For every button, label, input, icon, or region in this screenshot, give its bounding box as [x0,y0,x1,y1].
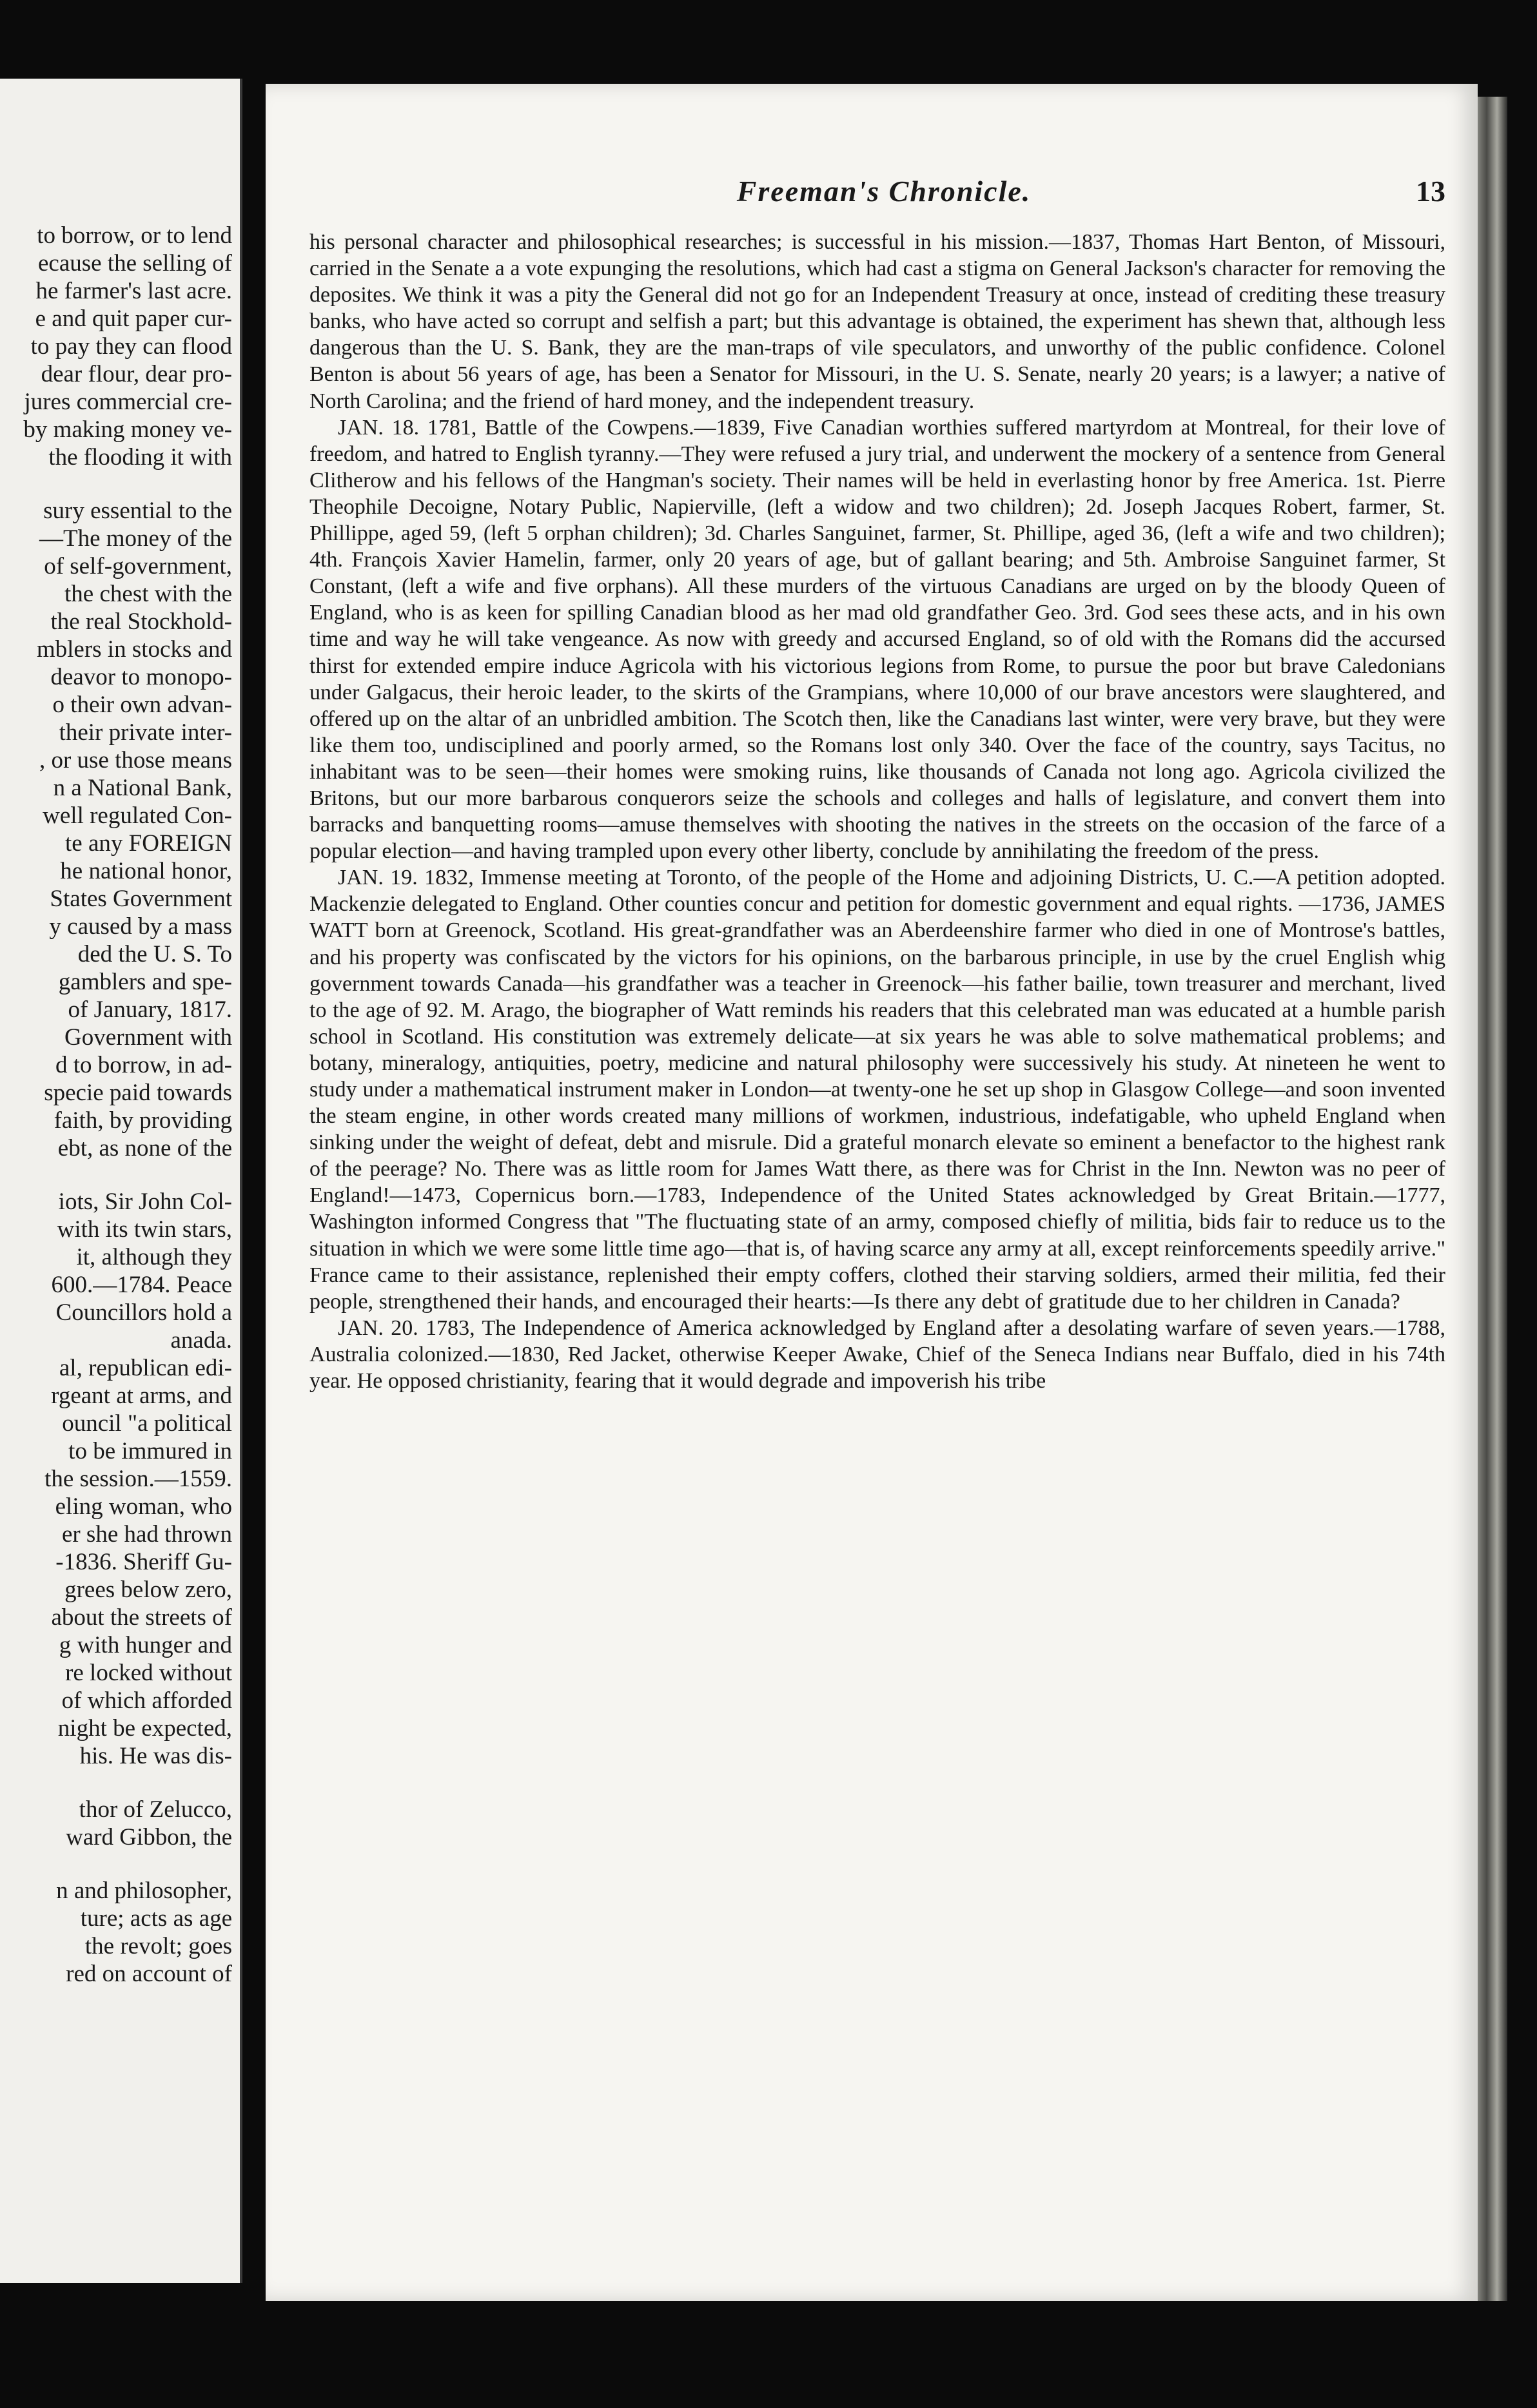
facing-page-line: Government with [64,1024,232,1051]
facing-page-line: dear flour, dear pro- [41,361,232,387]
facing-page-line: -1836. Sheriff Gu- [55,1549,232,1575]
facing-page-line [0,471,232,497]
paragraph-jan-19: JAN. 19. 1832, Immense meeting at Toronto, of the people of the Home and adjoining Districts, U. C.—A petition adopted. Mackenzie delegated to England. Other counties concur and petition for domestic government and equal rights. —1736, JAMES WATT born at Greenock, Scotland. His great-grandfather was an Aberdeenshire farmer who died in one of Montrose's battles, and his property was confiscated by the victors for his opinions, on the barbarous principle, in use by the cruel English whig government towards Canada—his grandfather was a teacher in Greenock—his father bailie, town treasurer and merchant, lived to the age of 92. M. Arago, the biographer of Watt reminds his readers that this celebrated man was educated at a humble parish school in Scotland. His constitution was extremely delicate—at six years he was able to solve mathematical problems; and botany, mineralogy, antiquities, poetry, medicine and natural philosophy were successively his study. At nineteen he went to study under a mathematical instrument maker in London—at twenty-one he set up shop in Glasgow College—and soon invented the steam engine, in other words created many millions of workmen, industrious, indefatigable, who upheld England when sinking under the weight of defeat, debt and misrule. Did a grateful monarch elevate so eminent a benefactor to the highest rank of the peerage? No. There was as little room for James Watt there, as there was for Christ in the Inn. Newton was no peer of England!—1473, Copernicus born.—1783, Independence of the United States acknowledged by Great Britain.—1777, Washington informed Congress that "The fluctuating state of an army, composed chiefly of militia, bids fair to reduce us to the situation in which we were some little time ago—that is, of having scarce any army at all, except reinforcements speedily arrive." France came to their assistance, replenished their empty coffers, clothed their starving soldiers, armed their militia, fed their people, strengthened their hands, and encouraged their hearts:—Is there any debt of gratitude due to her children in Canada? [309,866,1445,1314]
facing-page-line [0,1851,232,1877]
facing-page-line: the chest with the [64,581,232,607]
facing-page-line: g with hunger and [59,1632,232,1658]
facing-page-line: er she had thrown [61,1521,232,1548]
facing-page-line: the real Stockhold- [50,608,232,635]
page-edge [1476,97,1507,2301]
facing-page-line: anada. [170,1327,232,1354]
facing-page-line: well regulated Con- [43,802,232,829]
facing-page-line: rgeant at arms, and [51,1383,232,1409]
facing-page-line: eling woman, who [55,1493,232,1520]
facing-page-line: te any FOREIGN [65,830,232,857]
facing-page-line: ded the U. S. To [77,941,232,967]
paragraph-jan-20: JAN. 20. 1783, The Independence of America acknowledged by England after a desolating warfare of seven years.—1788, Australia colonized.—1830, Red Jacket, otherwise Keeper Awake, Chief of the Seneca Indians near Buffalo, died in his 74th year. He opposed christianity, fearing that it would degrade and impoverish his tribe [309,1316,1445,1393]
facing-page-line: n and philosopher, [56,1878,232,1904]
article-body [309,229,1445,1394]
facing-page-text [0,222,232,1988]
facing-page-line: the flooding it with [48,444,232,471]
paragraph-benton: his personal character and philosophical researches; is successful in his mission.—1837, Thomas Hart Benton, of Missouri, carried in the Senate a a vote expunging the resolutions, which had cast a stigma on General Jackson's character for removing the deposites. We think it was a pity the General did not go for an Independent Treasury at once, instead of crediting these treasury banks, who have acted so corrupt and selfish a part; but this advantage is obtained, the experiment has shewn that, although less dangerous than the U. S. Bank, they are the man-traps of vile speculators, and unworthy of the public confidence. Colonel Benton is about 56 years of age, has been a Senator for Missouri, in the U. S. Senate, nearly 20 years; is a lawyer; a native of North Carolina; and the friend of hard money, and the independent treasury. [309,230,1445,413]
facing-page-line: of which afforded [61,1687,232,1714]
facing-page [0,79,242,2283]
book-page [266,84,1478,2301]
facing-page-line: n a National Bank, [53,775,232,801]
facing-page-line: grees below zero, [64,1577,232,1603]
facing-page-line: sury essential to the [43,498,232,524]
facing-page-line: his. He was dis- [79,1743,232,1769]
facing-page-line: e and quit paper cur- [35,306,232,332]
facing-page-line: States Government [50,886,232,912]
facing-page-line: thor of Zelucco, [79,1796,232,1823]
page-number: 13 [1416,175,1445,208]
facing-page-line [0,1770,232,1796]
facing-page-line: ebt, as none of the [57,1135,232,1161]
facing-page-line: y caused by a mass [49,913,232,940]
facing-page-line: o their own advan- [52,692,232,718]
facing-page-line: faith, by providing [54,1107,232,1134]
facing-page-line: about the streets of [51,1604,232,1631]
facing-page-line: iots, Sir John Col- [58,1189,232,1215]
facing-page-line: gamblers and spe- [58,969,232,995]
facing-page-line: night be expected, [57,1715,232,1742]
facing-page-line: the session.—1559. [44,1466,232,1492]
running-title: Freeman's Chronicle. [736,175,1032,208]
facing-page-line: al, republican edi- [59,1355,232,1381]
facing-page-line: , or use those means [39,747,232,773]
facing-page-line: re locked without [65,1660,232,1686]
facing-page-line: d to borrow, in ad- [55,1052,232,1078]
facing-page-line: 600.—1784. Peace [51,1272,232,1298]
facing-page-line: mblers in stocks and [36,636,232,663]
facing-page-line [0,1162,232,1188]
facing-page-line: ouncil "a political [62,1410,232,1437]
facing-page-line: —The money of the [39,525,232,552]
facing-page-line: of January, 1817. [68,996,232,1023]
facing-page-line: he national honor, [60,858,232,884]
facing-page-line: their private inter- [59,719,232,746]
facing-page-line: to borrow, or to lend [37,222,232,249]
facing-page-line: the revolt; goes [84,1933,232,1959]
page-header [322,174,1445,213]
facing-page-line: red on account of [66,1961,232,1987]
facing-page-line: he farmer's last acre. [35,278,232,304]
facing-page-line: jures commercial cre- [24,389,232,415]
facing-page-line: to pay they can flood [30,333,232,360]
facing-page-line: of self-government, [44,553,232,579]
facing-page-line: ture; acts as age [80,1905,232,1932]
facing-page-line: it, although they [76,1244,232,1270]
facing-page-line: ward Gibbon, the [66,1824,232,1850]
facing-page-line: deavor to monopo- [50,664,232,690]
facing-page-line: ecause the selling of [37,250,232,277]
facing-page-line: by making money ve- [23,416,232,443]
paragraph-jan-18: JAN. 18. 1781, Battle of the Cowpens.—1839, Five Canadian worthies suffered martyrdom at Montreal, for their love of freedom, and hatred to English tyranny.—They were refused a jury trial, and underwent the mockery of a sentence from General Clitherow and his fellows of the Hangman's society. Their names will be held in everlasting honor by free America. 1st. Pierre Theophile Decoigne, Notary Public, Napierville, (left a widow and two children); 2d. Joseph Jacques Robert, farmer, St. Phillippe, aged 59, (left 5 orphan children); 3d. Charles Sanguinet, farmer, St. Phillipe, aged 36, (left a wife and two children); 4th. François Xavier Hamelin, farmer, only 20 years of age, but of gallant bearing; and 5th. Ambroise Sanguinet farmer, St Constant, (left a wife and five orphans). All these murders of the virtuous Canadians are urged on by the bloody Queen of England, who is as keen for spilling Canadian blood as her mad old grandfather Geo. 3rd. God sees these acts, and in his own time and way he will take vengeance. As now with greedy and accursed England, so of old with the Romans did the accursed thirst for extended empire induce Agricola with his victorious legions from Rome, to pursue the poor but brave Caledonians under Galgacus, their heroic leader, to the skirts of the Grampians, where 10,000 of our brave ancestors were slaughtered, and offered up on the altar of an unbridled ambition. The Scotch then, like the Canadians last winter, were very brave, but they were like them too, undisciplined and poorly armed, so the Romans lost only 340. Over the face of the country, says Tacitus, no inhabitant was to be seen—their homes were smoking ruins, like thousands of Canada not long ago. Agricola civilized the Britons, but our more barbarous conquerors seize the schools and colleges and halls of legislature, and convert them into barracks and banquetting rooms—amuse themselves with shooting the natives in the streets on the occasion of the farce of a popular election—and having trampled upon every other liberty, conclude by annihilating the freedom of the press. [309,415,1445,864]
facing-page-line: Councillors hold a [55,1299,232,1326]
facing-page-line: to be immured in [68,1438,232,1464]
facing-page-line: with its twin stars, [57,1216,232,1243]
facing-page-line: specie paid towards [44,1080,232,1106]
